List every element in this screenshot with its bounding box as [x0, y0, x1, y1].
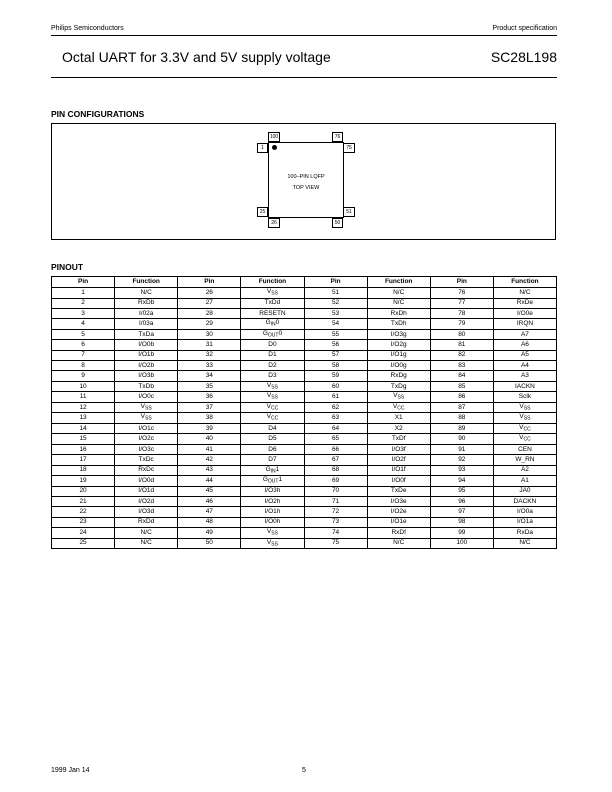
pin-function-cell: I/O2f	[367, 455, 430, 465]
page-title: Octal UART for 3.3V and 5V supply voltage	[62, 49, 331, 65]
table-row	[52, 423, 557, 434]
part-number: SC28L198	[490, 49, 557, 65]
pin-number-cell: 26	[178, 288, 241, 299]
pin-function-cell: A7	[493, 329, 556, 340]
pin-function-cell: I/O1f	[367, 465, 430, 476]
pin-number-cell: 1	[52, 288, 115, 299]
pin-function-cell: X1	[367, 413, 430, 424]
pin-number-cell: 30	[178, 329, 241, 340]
pin-number-cell: 74	[304, 528, 367, 539]
pin-function-cell: A5	[493, 350, 556, 360]
pin-number-cell: 10	[52, 381, 115, 392]
pin-number-cell: 80	[430, 329, 493, 340]
pin-number-cell: 46	[178, 497, 241, 507]
pin-number-cell: 67	[304, 455, 367, 465]
table-row	[52, 298, 557, 308]
view-label: TOP VIEW	[292, 185, 320, 191]
pin-number-cell: 68	[304, 465, 367, 476]
pinout-header-pin: Pin	[52, 277, 115, 288]
pin-number-cell: 81	[430, 340, 493, 350]
pinout-header-pin: Pin	[178, 277, 241, 288]
pin-number-cell: 78	[430, 308, 493, 318]
pinout-header-pin: Pin	[430, 277, 493, 288]
pin-number-cell: 52	[304, 298, 367, 308]
pin-function-cell: I/03a	[115, 319, 178, 330]
pin-label-100: 100	[269, 134, 279, 140]
pin-number-cell: 36	[178, 392, 241, 403]
pin-number-cell: 79	[430, 319, 493, 330]
pin-number-cell: 57	[304, 350, 367, 360]
pin-number-cell: 29	[178, 319, 241, 330]
pin-number-cell: 47	[178, 507, 241, 517]
pin-function-cell: N/C	[115, 288, 178, 299]
pin-function-cell: I/O0f	[367, 476, 430, 487]
pin-label-25: 25	[257, 207, 268, 217]
pin-function-cell: D6	[241, 444, 304, 454]
pin-function-cell: $V_{SS}$	[493, 402, 556, 413]
pin-number-cell: 39	[178, 423, 241, 434]
table-row	[52, 392, 557, 403]
pin-number-cell: 49	[178, 528, 241, 539]
pin-function-cell: I/O0b	[115, 340, 178, 350]
pin-label-50: 50	[332, 218, 343, 228]
pin-number-cell: 60	[304, 381, 367, 392]
pin-function-cell: RxDh	[367, 308, 430, 318]
pin-function-cell: $V_{SS}$	[367, 392, 430, 403]
pin-number-cell: 90	[430, 434, 493, 445]
pin-function-cell: $V_{SS}$	[241, 538, 304, 549]
pin-number-cell: 20	[52, 486, 115, 496]
pin-number-cell: 96	[430, 497, 493, 507]
pin-number-cell: 65	[304, 434, 367, 445]
pin-function-cell: I/O3d	[115, 507, 178, 517]
pin-number-cell: 9	[52, 371, 115, 381]
pin-function-cell: N/C	[367, 298, 430, 308]
pin-function-cell: I/O2e	[367, 507, 430, 517]
pin-function-cell: N/C	[493, 288, 556, 299]
pin-number-cell: 13	[52, 413, 115, 424]
pin-function-cell: I/O3b	[115, 371, 178, 381]
table-row	[52, 288, 557, 299]
pin-function-cell: D5	[241, 434, 304, 445]
pin-function-cell: RxDf	[367, 528, 430, 539]
footer-date: 1999 Jan 14	[51, 767, 90, 774]
pin-function-cell: D2	[241, 361, 304, 371]
pinout-table	[51, 276, 557, 549]
pin-function-cell: RxDe	[493, 298, 556, 308]
pin-config-heading: PIN CONFIGURATIONS	[51, 109, 145, 119]
pin-function-cell: I/O3h	[241, 486, 304, 496]
pin-function-cell: TxDe	[367, 486, 430, 496]
pin-function-cell: IACKN	[493, 381, 556, 392]
table-row	[52, 350, 557, 360]
pin-number-cell: 69	[304, 476, 367, 487]
table-row	[52, 517, 557, 527]
table-row	[52, 361, 557, 371]
pin-number-cell: 97	[430, 507, 493, 517]
pin-number-cell: 22	[52, 507, 115, 517]
pin-function-cell: JA0	[493, 486, 556, 496]
pin-function-cell: A6	[493, 340, 556, 350]
pin-number-cell: 4	[52, 319, 115, 330]
pin-function-cell: $V_{SS}$	[115, 402, 178, 413]
pin-number-cell: 33	[178, 361, 241, 371]
pin-function-cell: $V_{CC}$	[241, 413, 304, 424]
pin-function-cell: I/O1e	[367, 517, 430, 527]
pin-number-cell: 62	[304, 402, 367, 413]
pin-number-cell: 58	[304, 361, 367, 371]
footer-page-number: 5	[302, 767, 306, 774]
pin-function-cell: I/O3c	[115, 444, 178, 454]
table-row	[52, 413, 557, 424]
pin-function-cell: RxDg	[367, 371, 430, 381]
table-row	[52, 402, 557, 413]
pin-number-cell: 24	[52, 528, 115, 539]
pin-function-cell: I/O0a	[493, 507, 556, 517]
pin-function-cell: $V_{CC}$	[493, 423, 556, 434]
pin-function-cell: $V_{SS}$	[241, 528, 304, 539]
pin-number-cell: 43	[178, 465, 241, 476]
pin-number-cell: 11	[52, 392, 115, 403]
pin-function-cell: I/O3e	[367, 497, 430, 507]
pinout-header-function: Function	[241, 277, 304, 288]
pin-function-cell: DACKN	[493, 497, 556, 507]
pinout-header-row	[52, 277, 557, 288]
header-rule-top	[51, 35, 557, 36]
pin-function-cell: RxDd	[115, 517, 178, 527]
pin-number-cell: 54	[304, 319, 367, 330]
pin-function-cell: $V_{SS}$	[493, 413, 556, 424]
pin-label-75: 75	[343, 143, 355, 153]
table-row	[52, 340, 557, 350]
pin-number-cell: 35	[178, 381, 241, 392]
pin-function-cell: D7	[241, 455, 304, 465]
pin-number-cell: 84	[430, 371, 493, 381]
pin-function-cell: N/C	[115, 538, 178, 549]
pin-number-cell: 83	[430, 361, 493, 371]
pin-function-cell: TxDd	[241, 298, 304, 308]
pin-number-cell: 7	[52, 350, 115, 360]
pin-number-cell: 72	[304, 507, 367, 517]
pin-function-cell: $V_{SS}$	[241, 381, 304, 392]
pin-function-cell: I/O2h	[241, 497, 304, 507]
pin-function-cell: $V_{CC}$	[241, 402, 304, 413]
pin-number-cell: 93	[430, 465, 493, 476]
pinout-header-function: Function	[115, 277, 178, 288]
pin-number-cell: 100	[430, 538, 493, 549]
pin-number-cell: 23	[52, 517, 115, 527]
pinout-header-function: Function	[367, 277, 430, 288]
pin-number-cell: 61	[304, 392, 367, 403]
pin-function-cell: $V_{SS}$	[241, 288, 304, 299]
pin-function-cell: I/O2d	[115, 497, 178, 507]
pin-function-cell: I/O1g	[367, 350, 430, 360]
pin-function-cell: I/O0e	[493, 308, 556, 318]
pin-number-cell: 17	[52, 455, 115, 465]
pin-number-cell: 15	[52, 434, 115, 445]
pin-number-cell: 5	[52, 329, 115, 340]
pin-number-cell: 12	[52, 402, 115, 413]
pin-number-cell: 44	[178, 476, 241, 487]
pin-function-cell: A2	[493, 465, 556, 476]
pin-number-cell: 14	[52, 423, 115, 434]
table-row	[52, 486, 557, 496]
pin-number-cell: 71	[304, 497, 367, 507]
pin-function-cell: A4	[493, 361, 556, 371]
pin-function-cell: $V_{SS}$	[241, 392, 304, 403]
pin1-marker-icon	[272, 145, 277, 150]
pin-function-cell: $V_{SS}$	[115, 413, 178, 424]
pin-number-cell: 53	[304, 308, 367, 318]
pin-number-cell: 85	[430, 381, 493, 392]
pin-function-cell: A1	[493, 476, 556, 487]
pin-function-cell: $G_{OUT}0$	[241, 329, 304, 340]
pin-number-cell: 40	[178, 434, 241, 445]
pin-function-cell: TxDf	[367, 434, 430, 445]
pin-function-cell: N/C	[115, 528, 178, 539]
pin-number-cell: 63	[304, 413, 367, 424]
pin-number-cell: 88	[430, 413, 493, 424]
pin-number-cell: 31	[178, 340, 241, 350]
pin-number-cell: 77	[430, 298, 493, 308]
header-doc-type: Product specification	[492, 25, 557, 32]
pin-function-cell: D1	[241, 350, 304, 360]
pin-function-cell: RxDc	[115, 465, 178, 476]
pin-number-cell: 37	[178, 402, 241, 413]
pin-number-cell: 18	[52, 465, 115, 476]
pin-number-cell: 98	[430, 517, 493, 527]
pin-number-cell: 42	[178, 455, 241, 465]
pin-number-cell: 51	[304, 288, 367, 299]
pin-number-cell: 6	[52, 340, 115, 350]
pin-function-cell: IRQN	[493, 319, 556, 330]
pin-number-cell: 95	[430, 486, 493, 496]
pinout-heading: PINOUT	[51, 262, 84, 272]
pin-number-cell: 82	[430, 350, 493, 360]
pin-number-cell: 38	[178, 413, 241, 424]
pin-function-cell: I/O2c	[115, 434, 178, 445]
pin-number-cell: 87	[430, 402, 493, 413]
pin-function-cell: I/02a	[115, 308, 178, 318]
pin-function-cell: $G_{OUT}1$	[241, 476, 304, 487]
pin-number-cell: 8	[52, 361, 115, 371]
pin-function-cell: TxDb	[115, 381, 178, 392]
pin-number-cell: 16	[52, 444, 115, 454]
table-row	[52, 507, 557, 517]
pin-label-1: 1	[257, 143, 268, 153]
pin-number-cell: 19	[52, 476, 115, 487]
pin-number-cell: 94	[430, 476, 493, 487]
pin-number-cell: 70	[304, 486, 367, 496]
pin-number-cell: 28	[178, 308, 241, 318]
table-row	[52, 528, 557, 539]
pin-number-cell: 56	[304, 340, 367, 350]
pin-label-26: 26	[268, 218, 280, 228]
pin-number-cell: 45	[178, 486, 241, 496]
pin-number-cell: 27	[178, 298, 241, 308]
pin-function-cell: I/O0d	[115, 476, 178, 487]
pin-number-cell: 2	[52, 298, 115, 308]
table-row	[52, 308, 557, 318]
table-row	[52, 455, 557, 465]
pin-function-cell: CEN	[493, 444, 556, 454]
table-row	[52, 319, 557, 330]
pin-number-cell: 34	[178, 371, 241, 381]
pin-number-cell: 73	[304, 517, 367, 527]
pin-number-cell: 48	[178, 517, 241, 527]
table-row	[52, 434, 557, 445]
pin-function-cell: I/O1c	[115, 423, 178, 434]
pin-function-cell: I/O0g	[367, 361, 430, 371]
pin-number-cell: 99	[430, 528, 493, 539]
header-rule-bottom	[51, 77, 557, 78]
pin-label-76: 76	[332, 132, 343, 142]
pin-number-cell: 66	[304, 444, 367, 454]
pin-number-cell: 75	[304, 538, 367, 549]
pin-number-cell: 76	[430, 288, 493, 299]
pin-function-cell: D0	[241, 340, 304, 350]
table-row	[52, 329, 557, 340]
pin-number-cell: 89	[430, 423, 493, 434]
pin-number-cell: 32	[178, 350, 241, 360]
pin-function-cell: TxDh	[367, 319, 430, 330]
pin-function-cell: RESETN	[241, 308, 304, 318]
pin-number-cell: 59	[304, 371, 367, 381]
pin-function-cell: RxDb	[115, 298, 178, 308]
table-row	[52, 476, 557, 487]
pin-function-cell: I/O0h	[241, 517, 304, 527]
pin-function-cell: TxDc	[115, 455, 178, 465]
pin-function-cell: $V_{CC}$	[493, 434, 556, 445]
pin-number-cell: 41	[178, 444, 241, 454]
pin-function-cell: I/O0c	[115, 392, 178, 403]
table-row	[52, 381, 557, 392]
table-row	[52, 538, 557, 549]
pinout-header-pin: Pin	[304, 277, 367, 288]
table-row	[52, 444, 557, 454]
pinout-header-function: Function	[493, 277, 556, 288]
pin-function-cell: TxDg	[367, 381, 430, 392]
pin-number-cell: 64	[304, 423, 367, 434]
table-row	[52, 497, 557, 507]
pin-function-cell: $V_{CC}$	[367, 402, 430, 413]
pin-number-cell: 3	[52, 308, 115, 318]
pin-number-cell: 91	[430, 444, 493, 454]
pin-function-cell: TxDa	[115, 329, 178, 340]
pin-function-cell: A3	[493, 371, 556, 381]
pin-function-cell: D4	[241, 423, 304, 434]
pin-function-cell: D3	[241, 371, 304, 381]
pin-function-cell: Sclk	[493, 392, 556, 403]
package-label: 100–PIN LQFP	[287, 174, 325, 180]
pin-function-cell: I/O3g	[367, 329, 430, 340]
pin-function-cell: N/C	[367, 538, 430, 549]
table-row	[52, 465, 557, 476]
pin-function-cell: I/O1h	[241, 507, 304, 517]
pin-number-cell: 50	[178, 538, 241, 549]
pin-number-cell: 86	[430, 392, 493, 403]
pin-function-cell: I/O1d	[115, 486, 178, 496]
pin-function-cell: RxDa	[493, 528, 556, 539]
pin-number-cell: 55	[304, 329, 367, 340]
pin-label-51: 51	[343, 207, 355, 217]
pin-function-cell: $G_{IN}1$	[241, 465, 304, 476]
pin-function-cell: W_RN	[493, 455, 556, 465]
pin-function-cell: I/O1b	[115, 350, 178, 360]
pin-number-cell: 25	[52, 538, 115, 549]
chip-package	[268, 142, 344, 218]
pin-number-cell: 92	[430, 455, 493, 465]
pin-function-cell: I/O3f	[367, 444, 430, 454]
pin-function-cell: N/C	[493, 538, 556, 549]
header-company: Philips Semiconductors	[51, 25, 124, 32]
table-row	[52, 371, 557, 381]
pin-function-cell: I/O2b	[115, 361, 178, 371]
pin-function-cell: $G_{IN}0$	[241, 319, 304, 330]
pin-function-cell: I/O2g	[367, 340, 430, 350]
pin-function-cell: X2	[367, 423, 430, 434]
pin-function-cell: I/O1a	[493, 517, 556, 527]
pin-number-cell: 21	[52, 497, 115, 507]
pin-function-cell: N/C	[367, 288, 430, 299]
